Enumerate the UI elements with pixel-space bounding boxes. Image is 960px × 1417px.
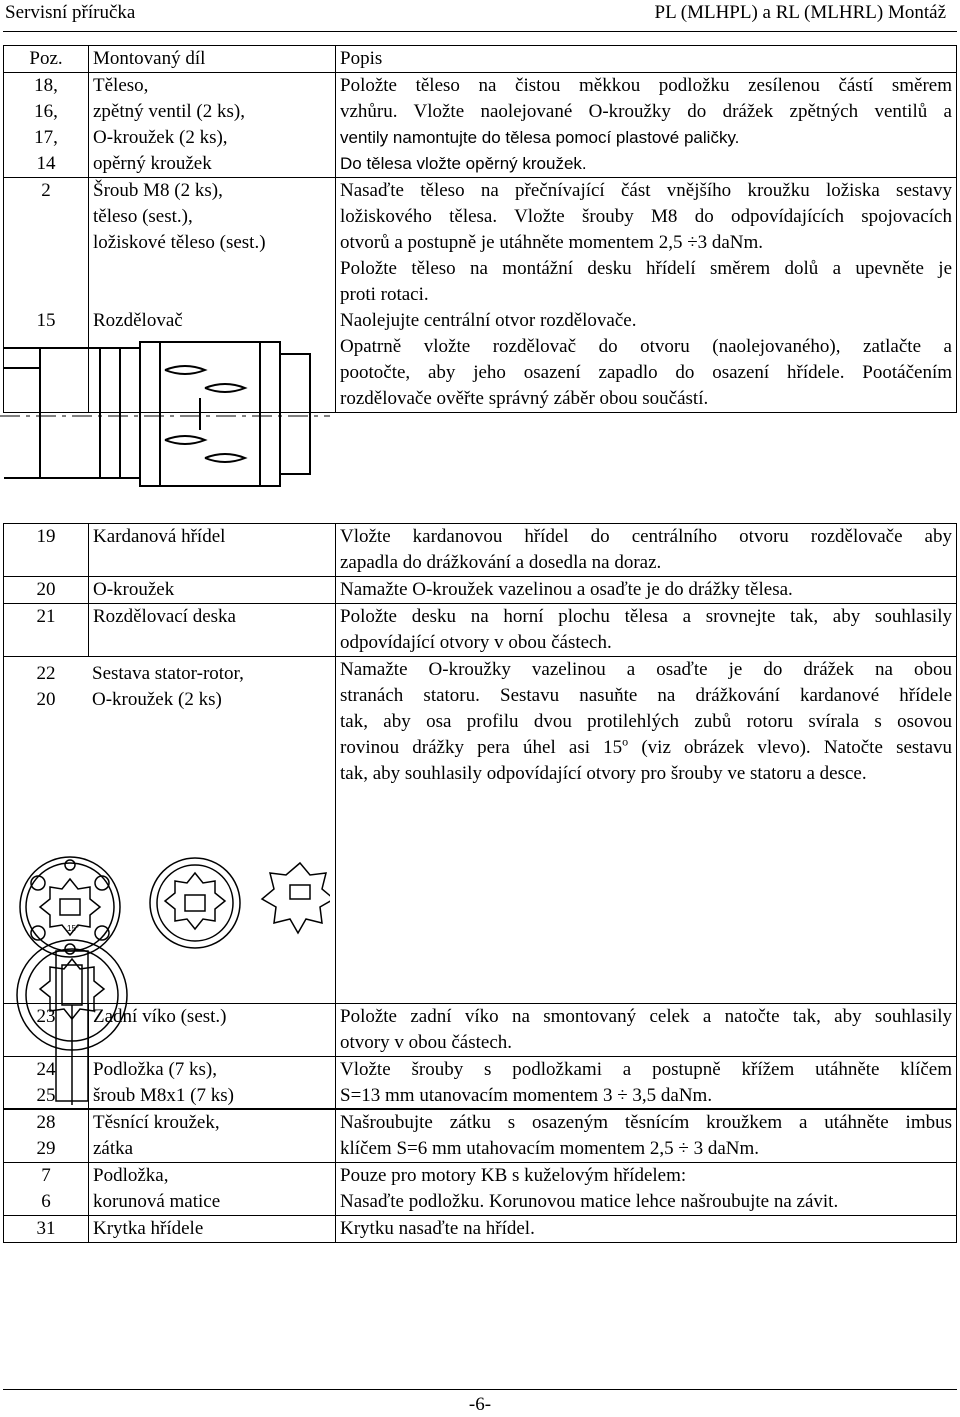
pos-number: 20: [36, 579, 56, 600]
part-name: šroub M8x1 (7 ks): [93, 1085, 234, 1106]
row-pos: [4, 1057, 89, 1110]
desc-line: Vložte šrouby s podložkami a postupně křížem utáhněte klíčem: [340, 1059, 952, 1080]
part-name: Zadní víko (sest.): [93, 1006, 227, 1027]
desc-line: ventily namontujte do tělesa pomocí plastové paličky.: [340, 128, 740, 147]
desc-line: Položte zadní víko na smontovaný celek a natočte tak, aby souhlasily: [340, 1006, 952, 1027]
pos-number: 16,: [34, 101, 58, 122]
table-row: [4, 1004, 957, 1057]
part-name: Kardanová hřídel: [93, 526, 226, 547]
row-part: [92, 661, 244, 713]
table-row: [4, 1110, 957, 1163]
desc-line: otvorů a postupně je utáhněte momentem 2,5 ÷3 daNm.: [340, 232, 764, 253]
desc-line: stranách statoru. Sestavu nasuňte na drážkování kardanové hřídele: [340, 685, 952, 706]
row-pos: [4, 577, 89, 604]
desc-line: Pouze pro motory KB s kuželovým hřídelem:: [340, 1165, 687, 1186]
table-row: [4, 604, 957, 657]
header-part: Montovaný díl: [89, 46, 336, 73]
desc-line: Krytku nasaďte na hřídel.: [340, 1218, 535, 1239]
footer-rule: [3, 1389, 957, 1390]
pos-number: 20: [36, 689, 56, 710]
desc-line: pootočte, aby jeho osazení zapadlo do osazení hřídele. Pootáčením: [340, 362, 952, 383]
part-name: těleso (sest.),: [93, 206, 193, 227]
row-pos: [4, 604, 89, 657]
pos-number: 14: [36, 153, 56, 174]
part-name: Těsnící kroužek,: [93, 1112, 220, 1133]
part-name: Těleso,: [93, 75, 149, 96]
part-name: Rozdělovací deska: [93, 606, 236, 627]
pos-number: 7: [41, 1165, 51, 1186]
row-pos: [4, 661, 88, 713]
desc-line: Našroubujte zátku s osazeným těsnícím kroužkem a utáhněte imbus: [340, 1112, 952, 1133]
row-desc: [336, 73, 957, 178]
header-desc: Popis: [336, 46, 957, 73]
row-desc: [336, 1216, 957, 1243]
desc-line: S=13 mm utanovacím momentem 3 ÷ 3,5 daNm.: [340, 1085, 713, 1106]
desc-line: Položte těleso na čistou měkkou podložku zesílenou částí směrem: [340, 75, 952, 96]
desc-line: Naolejujte centrální otvor rozdělovače.: [340, 310, 637, 331]
desc-line: rozdělovače ověřte správný záběr obou součástí.: [340, 388, 709, 409]
part-name: ložiskové těleso (sest.): [93, 232, 266, 253]
row-pos: [4, 1163, 89, 1216]
pos-number: 25: [36, 1085, 56, 1106]
pos-number: 28: [36, 1112, 56, 1133]
table-row: [4, 1163, 957, 1216]
part-name: Krytka hřídele: [93, 1218, 204, 1239]
row-desc: [336, 178, 957, 309]
desc-line: vzhůru. Vložte naolejované O-kroužky do drážek zpětných ventilů a: [340, 101, 952, 122]
part-name: O-kroužek: [93, 579, 175, 600]
desc-line: zapadla do drážkování a dosedla na doraz.: [340, 552, 662, 573]
pos-number: 6: [41, 1191, 51, 1212]
desc-fragment: (viz obrázek vlevo). Natočte sestavu: [641, 737, 952, 758]
desc-line: klíčem S=6 mm utahovacím momentem 2,5 ÷ 3 daNm.: [340, 1138, 760, 1159]
desc-line: Nasaďte podložku. Korunovou matice lehce našroubujte na závit.: [340, 1191, 839, 1212]
pos-number: 29: [36, 1138, 56, 1159]
pos-number: 2: [41, 180, 51, 201]
pos-number: 15: [36, 310, 56, 331]
desc-line: Namažte O-kroužky vazelinou a osaďte je do drážek na obou: [340, 659, 952, 680]
desc-line: Namažte O-kroužek vazelinou a osaďte je do drážky tělesa.: [340, 579, 793, 600]
part-name: Sestava stator-rotor,: [92, 663, 244, 684]
angle-label: 15°: [67, 924, 80, 933]
row-pos: [4, 1004, 89, 1057]
part-name: zátka: [93, 1138, 134, 1159]
part-name: opěrný kroužek: [93, 153, 212, 174]
part-name: Šroub M8 (2 ks),: [93, 180, 223, 201]
row-pos: [4, 73, 89, 178]
desc-line: Vložte kardanovou hřídel do centrálního otvoru rozdělovače aby: [340, 526, 952, 547]
part-name: Podložka (7 ks),: [93, 1059, 218, 1080]
row-part: [89, 604, 336, 657]
table-row: [4, 73, 957, 178]
pos-number: 23: [36, 1006, 56, 1027]
row-part: [89, 524, 336, 577]
pos-number: 21: [36, 606, 56, 627]
desc-fragment: rovinou drážky pera úhel asi 15: [340, 737, 623, 758]
row-part: [89, 577, 336, 604]
desc-line: ložiskového tělesa. Vložte šrouby M8 do odpovídajících spojovacích: [340, 206, 952, 227]
pos-number: 17,: [34, 127, 58, 148]
row-desc: [336, 524, 957, 577]
row-part: [89, 1110, 336, 1163]
row-part: [89, 1057, 336, 1110]
pos-number: 22: [36, 663, 56, 684]
row-pos: [4, 1110, 89, 1163]
page-number: -6-: [468, 1394, 492, 1415]
desc-line: Nasaďte těleso na přečnívající část vnějšího kroužku ložiska sestavy: [340, 180, 952, 201]
assembly-table-3: [3, 1003, 957, 1243]
row-part: [89, 178, 336, 309]
row-pos: [4, 524, 89, 577]
part-name: korunová matice: [93, 1191, 221, 1212]
part-name: O-kroužek (2 ks),: [93, 127, 228, 148]
part-name: Rozdělovač: [93, 310, 183, 331]
desc-line: [340, 735, 952, 761]
degree-superscript: o: [622, 734, 629, 749]
header-rule: [3, 31, 957, 32]
distributor-drawing: [0, 340, 330, 500]
table-row: [4, 577, 957, 604]
row-pos: [4, 178, 89, 309]
row-part: [89, 1004, 336, 1057]
header-manual-title: Servisní příručka: [5, 2, 136, 23]
row-desc: [336, 604, 957, 657]
table-row: [4, 1057, 957, 1110]
row-part: [89, 1163, 336, 1216]
desc-line: Položte těleso na montážní desku hřídelí směrem dolů a upevněte je: [340, 258, 952, 279]
pos-number: 19: [36, 526, 56, 547]
row-desc: [336, 1163, 957, 1216]
row-part: [89, 1216, 336, 1243]
desc-line: Do tělesa vložte opěrný kroužek.: [340, 154, 587, 173]
row-part: [89, 73, 336, 178]
desc-line: Položte desku na horní plochu tělesa a srovnejte tak, aby souhlasily: [340, 606, 952, 627]
row-desc: [336, 577, 957, 604]
desc-line: proti rotaci.: [340, 284, 429, 305]
desc-line: tak, aby osa profilu dvou protilehlých zubů rotoru svírala s osovou: [340, 711, 952, 732]
row-desc: [336, 1110, 957, 1163]
row-pos: [4, 1216, 89, 1243]
table-row: [4, 524, 957, 577]
row-desc: [336, 1057, 957, 1110]
header-pos: Poz.: [4, 46, 89, 73]
pos-number: 18,: [34, 75, 58, 96]
pos-number: 31: [36, 1218, 56, 1239]
row-desc: [336, 1004, 957, 1057]
row-desc: [336, 308, 957, 413]
table-row: [4, 178, 957, 309]
pos-number: 24: [36, 1059, 56, 1080]
desc-line: odpovídající otvory v obou částech.: [340, 632, 612, 653]
part-name: zpětný ventil (2 ks),: [93, 101, 245, 122]
desc-line: Opatrně vložte rozdělovač do otvoru (naolejovaného), zatlačte a: [340, 336, 952, 357]
part-name: O-kroužek (2 ks): [92, 689, 222, 710]
desc-line: tak, aby souhlasily odpovídající otvory pro šrouby ve statoru a desce.: [340, 763, 867, 784]
desc-line: otvory v obou částech.: [340, 1032, 513, 1053]
page-header: [0, 0, 960, 34]
header-section-title: PL (MLHPL) a RL (MLHRL) Montáž: [654, 2, 946, 23]
table-header-row: [4, 46, 957, 73]
part-name: Podložka,: [93, 1165, 169, 1186]
table-row: [4, 1216, 957, 1243]
